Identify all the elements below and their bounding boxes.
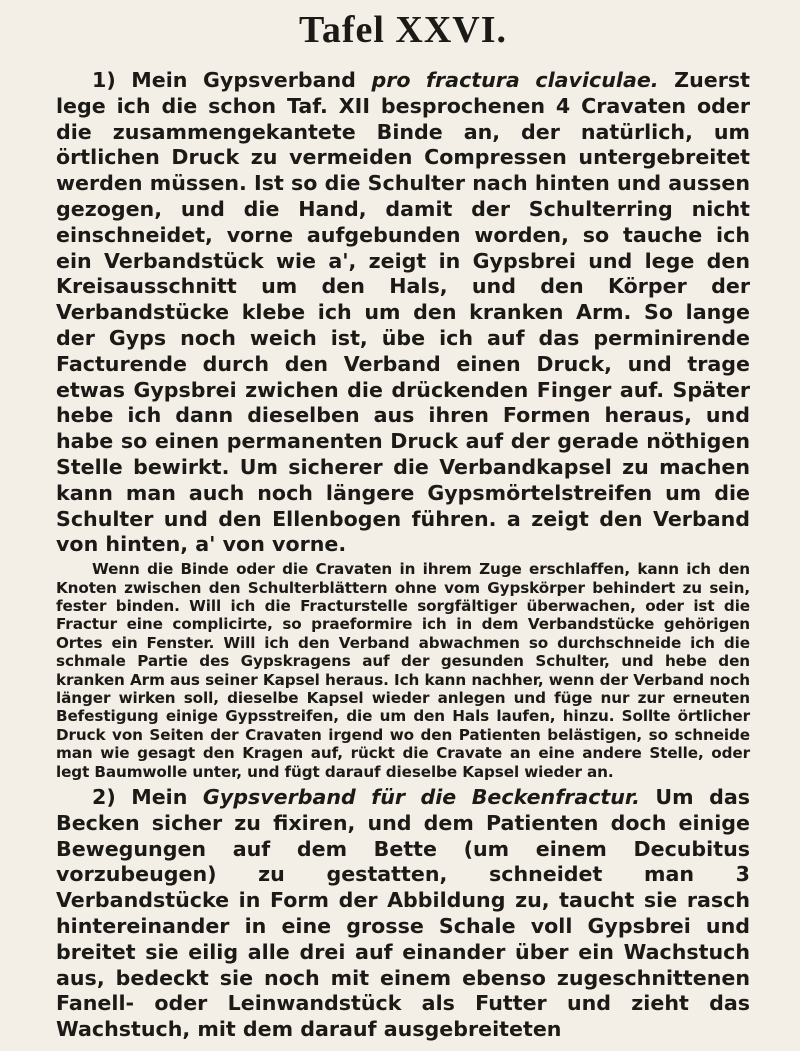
section-2-paragraph	[56, 785, 750, 1043]
section-2-lead: Mein	[115, 785, 203, 810]
section-1-heading: pro fractura claviculae.	[371, 68, 659, 92]
page-title: Tafel XXVI.	[298, 9, 508, 51]
section-1-lead: Mein Gypsverband	[115, 68, 372, 92]
section-1-paragraph	[56, 68, 750, 558]
section-1-note: Wenn die Binde oder die Cravaten in ihrem Zuge erschlaffen, kann ich den Knoten zwischen den Schulterblättern ohne vom Gypskörper behindert zu sein, fester binden. Will ich die Fracturstelle sorgfältiger überwachen, oder ist die Fractur eine complicirte, so praeformire ich in dem Verbandstücke gehörigen Ortes ein Fenster. Will ich den Verband abwachmen so durchschneide ich die schmale Partie des Gypskragens auf der gesunden Schulter, und hebe den kranken Arm aus seiner Kapsel heraus. Ich kann nachher, wenn der Verband noch länger wirken soll, dieselbe Kapsel wieder anlegen und füge nur zur erneuten Befestigung einige Gypsstreifen, die um den Hals laufen, hinzu. Sollte örtlicher Druck von Seiten der Cravaten irgend wo den Patienten belästigen, so schneide man wie gesagt den Kragen auf, rückt die Cravate an eine andere Stelle, oder legt Baumwolle unter, und fügt darauf dieselbe Kapsel wieder an.	[56, 560, 750, 781]
section-1-body: Zuerst lege ich die schon Taf. XII besprochenen 4 Cravaten oder die zusammengekantete Binde an, der natürlich, um örtlichen Druck zu vermeiden Compressen untergebreitet werden müssen. Ist so die Schulter nach hinten und aussen gezogen, und die Hand, damit der Schulterring nicht einschneidet, vorne aufgebunden worden, so tauche ich ein Verbandstück wie a', zeigt in Gypsbrei und lege den Kreisausschnitt um den Hals, und den Körper der Verbandstücke klebe ich um den kranken Arm. So lange der Gyps noch weich ist, übe ich auf das perminirende Facturende durch den Verband einen Druck, und trage etwas Gypsbrei zwichen die drückenden Finger auf. Später hebe ich dann dieselben aus ihren Formen heraus, und habe so einen permanenten Druck auf der gerade nöthigen Stelle bewirkt. Um sicherer die Verbandkapsel zu machen kann man auch noch längere Gypsmörtelstreifen um die Schulter und den Ellenbogen führen. a zeigt den Verband von hinten, a' von vorne.	[56, 68, 750, 557]
section-2-body: Um das Becken sicher zu fixiren, und dem Patienten doch einige Bewegungen auf dem Bette (um einem Decubitus vorzubeugen) zu gestatten, schneidet man 3 Verbandstücke in Form der Abbildung zu, taucht sie rasch hintereinander in eine grosse Schale voll Gypsbrei und breitet sie eilig alle drei auf einander über ein Wachstuch aus, bedeckt sie noch mit einem ebenso zugeschnittenen Fanell- oder Leinwandstück als Futter und zieht das Wachstuch, mit dem darauf ausgebreiteten	[56, 785, 750, 1042]
section-2-heading: Gypsverband für die Beckenfractur.	[202, 785, 640, 810]
section-1-number: 1)	[92, 68, 116, 92]
section-2-number: 2)	[92, 785, 116, 810]
